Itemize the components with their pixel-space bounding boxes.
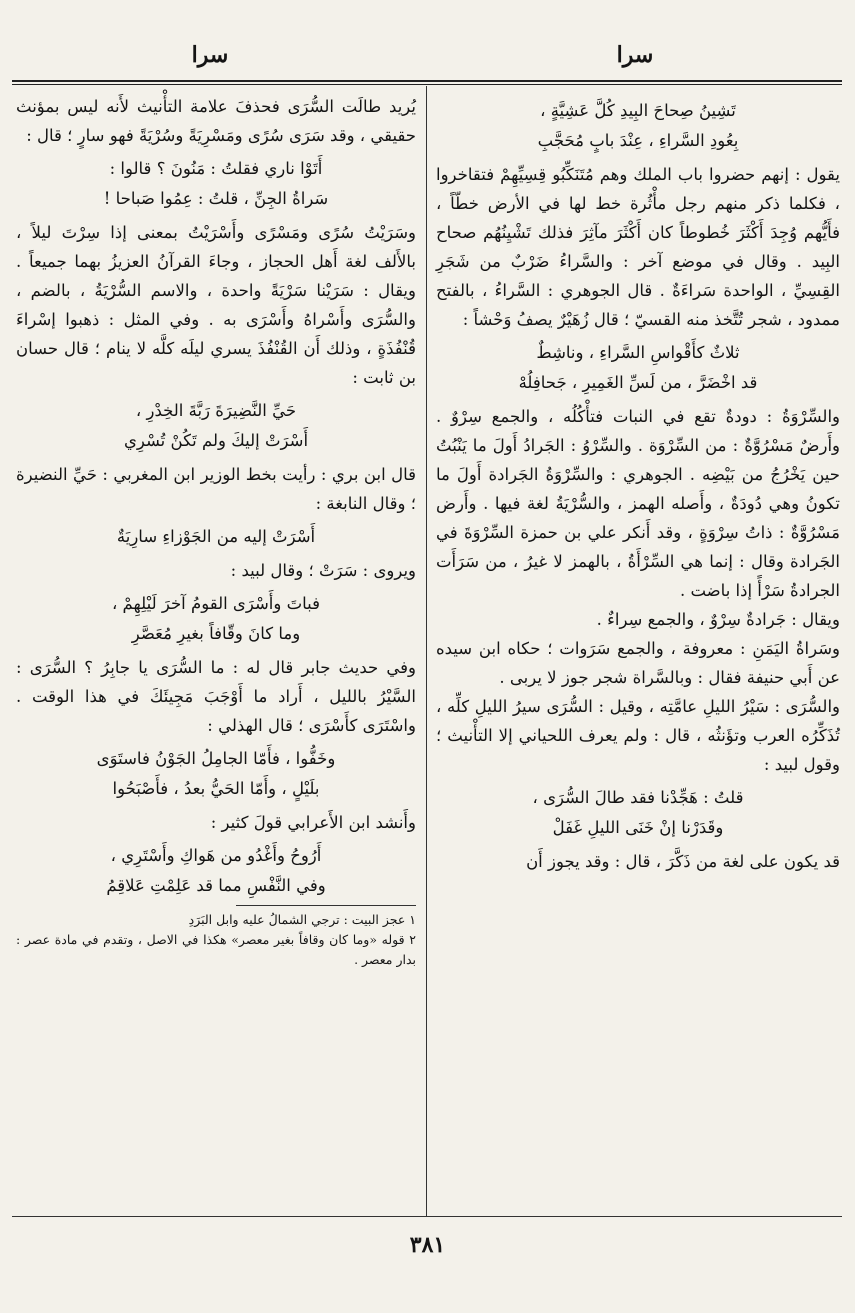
paragraph: ويقال : جَرادةٌ سِرْوٌ ، والجمع سِراءٌ . [596,610,840,629]
verse-line: قد اخْضَرَّ ، من لَسِّ الغَمِيرِ ، جَحافِلُهْ [518,373,758,392]
verse-block [436,338,840,398]
verse-line: وفي النَّفْسِ مما قد عَلِمْتِ عَلاقِمُ [106,876,326,895]
paragraph: قال ابن بري : رأيت بخط الوزير ابن المغربي : حَيِّ النضيرة ؛ وقال النابغة : [16,465,416,513]
column-divider [426,86,427,1216]
verse-block [16,589,416,649]
verse-line: أَسْرَتْ إليه من الجَوْزاءِ سارِيَةٌ [116,527,316,546]
bottom-rule [12,1216,842,1217]
verse-block [16,841,416,901]
paragraph: وأَنشد ابن الأَعرابي قولَ كثير : [210,813,416,832]
verse-line: بِعُودِ السَّراءِ ، عِنْدَ بابٍ مُحَجَّبِ [537,131,739,150]
paragraph: والسِّرْوَةُ : دودةٌ تقع في النبات فتأْكُلُه ، والجمع سِرْوٌ . وأَرضٌ مَسْرُوَّةٌ : من السِّرْوَة . والسِّرْوُ : الجَرادُ أَولَ ما يَنْبُتُ حين يَخْرُجُ من بَيْضِه . الجوهري : والسِّرْوَةُ الجَرادة أَولَ ما تكونُ وهي دُودَةٌ ، وأَصله الهمز ، والسُّرْيَةُ لغة فيها . وأَرض مَسْرُوَّةٌ : ذاتُ سِرْوَةٍ ، وقد أَنكر علي بن حمزة السِّرْوَةَ في الجَرادة وقال : إنما هي السِّرْأَةُ ، بالهمز لا غيرُ ، من سَرَأَت الجرادةُ سَرْأً إذا باضت . [436,407,840,600]
verse-block [16,744,416,804]
paragraph: ويروى : سَرَتْ ؛ وقال لبيد : [230,561,416,580]
verse-block [16,396,416,456]
right-column [436,92,840,876]
verse-line: أَتَوْا ناري فقلتُ : مَنُونَ ؟ قالوا : [109,159,323,178]
verse-line: حَيِّ النَّضِيرَةَ رَبَّةَ الخِدْرِ ، [135,401,297,420]
paragraph: وسَراةُ اليَمَنِ : معروفة ، والجمع سَرَوات ؛ حكاه ابن سيده عن أَبي حنيفة فقال : وبالسَّراة شجر جوز لا يربى . [436,639,840,687]
verse-line: ثلاثٌ كأَقْواسِ السَّراءِ ، وناشِطٌ [536,343,740,362]
top-rule-thin [12,84,842,85]
paragraph: وفي حديث جابر قال له : ما السُّرَى يا جابِرُ ؟ السُّرَى : السَّيْرُ بالليل ، أَراد ما أَوْجَبَ مَجِيئَكَ في هذا الوقت . واسْتَرَى كأَسْرَى ؛ قال الهذلي : [16,658,416,735]
footnote-rule [236,905,416,906]
running-header-right: سرا [616,42,654,68]
running-header-left: سرا [191,42,229,68]
paragraph: يُريد طالَت السُّرَى فحذفَ علامة التأْنيث لأَنه ليس بمؤنث حقيقي ، وقد سَرَى سُرًى ومَسْرِيَةً وسُرْيَةً فهو سارٍ ؛ قال : [16,97,416,145]
paragraph: يقول : إنهم حضروا باب الملك وهم مُتَنَكِّبُو قِسِيِّهِمْ فتقاخروا ، فكلما ذكر منهم رجل مأْثُرة خط لها في الأرض خطّاً ، فأَيُّهم وُجِدَ أَكْثَرَ خُطوطاً كان أَكْثَرَ مآثِرَ فذلك تَشْيِنُهُم صحاح البِيد . وقال في موضع آخر : والسَّراءُ ضَرْبٌ من شَجَرِ القِسِيِّ ، الواحدة سَراءَةٌ . قال الجوهري : السَّراءُ ، بالفتح ممدود ، شجر تُتَّخذ منه القسيّ ؛ قال زُهَيْرٌ يصفُ وَحْشاً : [436,165,840,329]
left-column [16,92,416,970]
page-number: ٣٨١ [409,1232,446,1258]
verse-line: تَشِينُ صِحاحَ البِيدِ كُلَّ عَشِيَّةٍ ، [540,101,736,120]
verse-line: فباتَ وأَسْرَى القومُ آخرَ لَيْلِهِمْ ، [111,594,320,613]
verse-line: قلتُ : هَجِّدْنا فقد طالَ السُّرَى ، [532,788,744,807]
verse-line: سَراةُ الجِنِّ ، قلتُ : عِمُوا صَباحا ! [103,189,329,208]
verse-line: وقَدَرْنا إنْ خَنَى الليلِ غَفَلْ [552,818,724,837]
verse-line: بلَيْلٍ ، وأَمّا الحَيُّ بعدُ ، فأَصْبَحُوا [112,779,320,798]
verse-block [436,783,840,843]
verse-block [16,522,416,552]
verse-block [16,154,416,214]
verse-line: وما كانَ وقّافاً بغيرِ مُعَصَّرِ [131,624,301,643]
footnote: ٢ قوله «وما كان وقافاً بغير معصر» هكذا في الاصل ، وتقدم في مادة عصر : بدار معصر . [16,932,416,967]
paragraph: والسُّرَى : سَيْرُ الليلِ عامَّتِه ، وقيل : السُّرَى سيرُ الليلِ كلِّه ، تُذَكِّرُه العرب وتؤَنثُه ، قال : ولم يعرف اللحياني إلا التأْنيث ؛ وقول لبيد : [436,697,840,774]
verse-line: أَرُوحُ وأَغْدُو من هَواكِ وأَسْتَرِي ، [110,846,322,865]
paragraph: وسَرَيْتُ سُرًى ومَسْرًى وأَسْرَيْتُ بمعنى إذا سِرْتَ ليلاً ، بالأَلف لغة أَهل الحجاز ، وجاءَ القرآنُ العزيزُ بهما جميعاً . ويقال : سَرَيْنا سَرْيَةً واحدة ، والاسم السُّرْيَةُ ، بالضم ، والسُّرَى وأَسْراهُ وأَسْرَى به . وفي المثل : ذهبوا إسْراءَ قُنْفُذَةٍ ، وذلك أَن القُنْفُذَ يسري ليلَه كلَّه لا ينام ؛ قال حسان بن ثابت : [16,223,416,387]
verse-line: أَسْرَتْ إليكَ ولم تَكُنْ تُسْرِي [123,431,309,450]
top-rule [12,80,842,82]
footnote: ١ عجز البيت : ترجي الشمالُ عليه وابل البَرَدِ [188,912,416,927]
verse-line: وخَفُّوا ، فأَمّا الجامِلُ الجَوْنُ فاستَوَى [96,749,336,768]
paragraph: قد يكون على لغة من ذَكَّرَ ، قال : وقد يجوز أَن [526,852,840,871]
verse-block [436,96,840,156]
